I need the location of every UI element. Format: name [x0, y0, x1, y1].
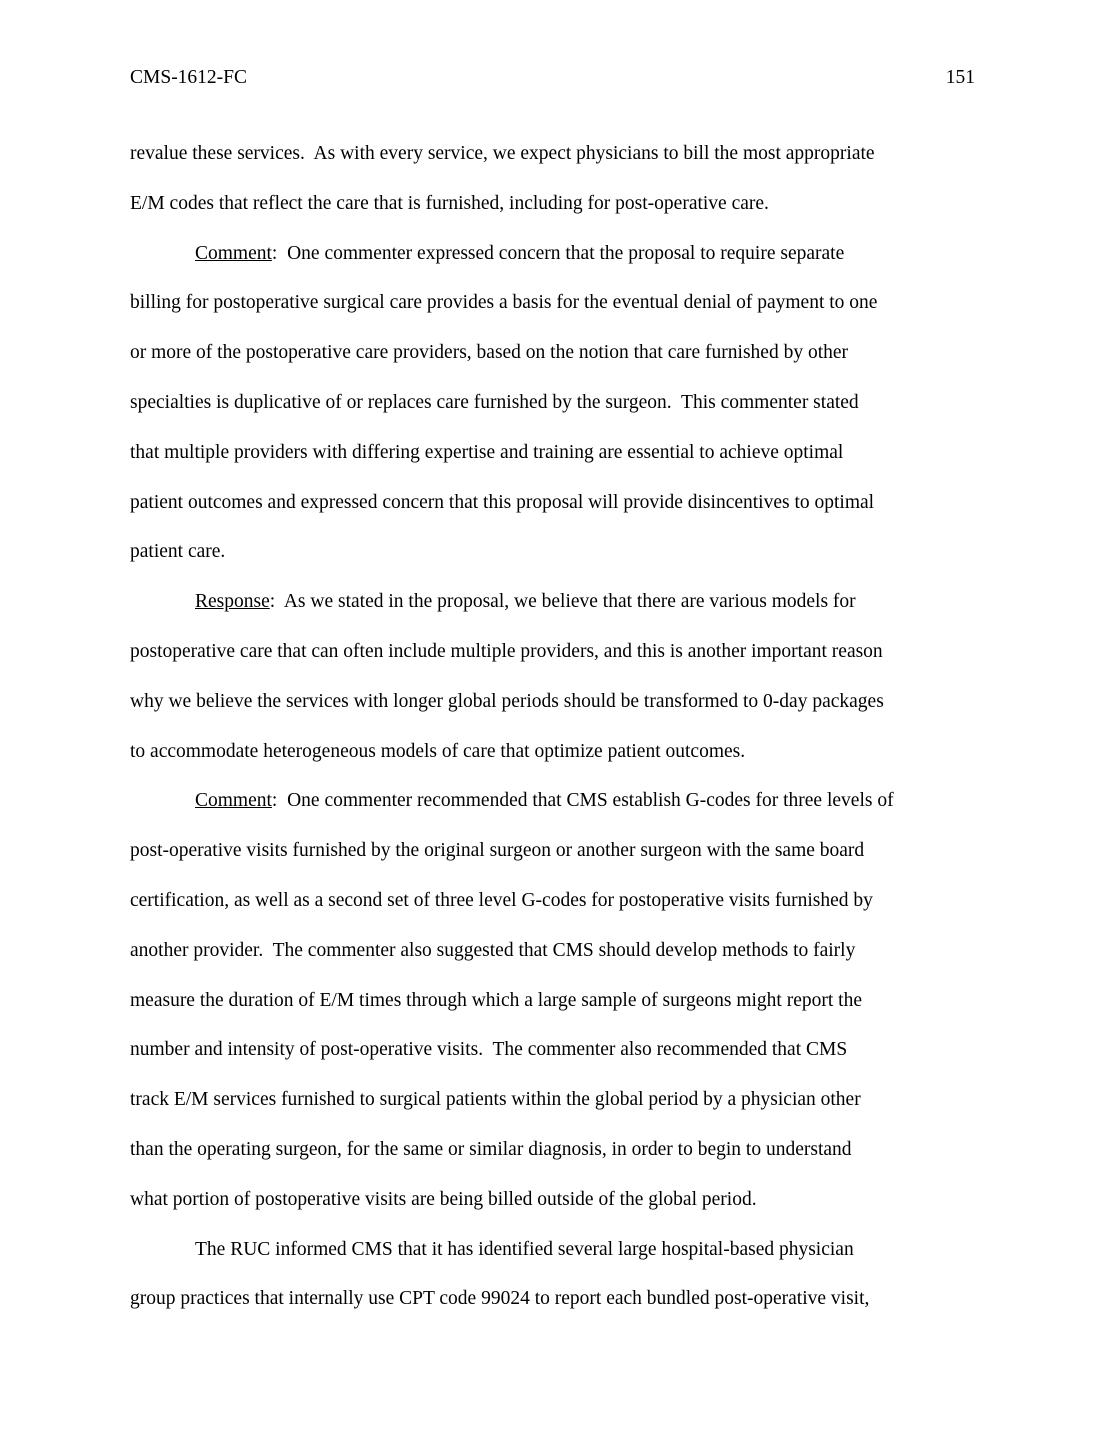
line-text: another provider. The commenter also suggested that CMS should develop methods to fairly	[130, 939, 856, 961]
text-line	[130, 926, 975, 976]
text-line	[130, 1274, 975, 1324]
line-text: : One commenter expressed concern that the proposal to require separate	[271, 242, 845, 264]
line-text: that multiple providers with differing expertise and training are essential to achieve optimal	[130, 441, 844, 463]
line-text: billing for postoperative surgical care provides a basis for the eventual denial of payment to one	[130, 292, 878, 314]
line-text: number and intensity of post-operative visits. The commenter also recommended that CMS	[130, 1039, 848, 1061]
line-text: : As we stated in the proposal, we believe that there are various models for	[269, 591, 856, 613]
document-body	[130, 129, 975, 1324]
text-line	[130, 727, 975, 777]
text-line	[130, 229, 975, 279]
line-text: postoperative care that can often include multiple providers, and this is another important reason	[130, 640, 883, 662]
text-line	[130, 826, 975, 876]
line-text: than the operating surgeon, for the same or similar diagnosis, in order to begin to understand	[130, 1138, 852, 1160]
line-text: certification, as well as a second set of three level G-codes for postoperative visits furnished by	[130, 889, 873, 911]
text-line	[130, 1125, 975, 1175]
text-line	[130, 527, 975, 577]
line-text: specialties is duplicative of or replaces care furnished by the surgeon. This commenter stated	[130, 391, 859, 413]
line-text: track E/M services furnished to surgical patients within the global period by a physician other	[130, 1089, 861, 1111]
page-header-doc-id: CMS-1612-FC	[130, 67, 248, 88]
text-line	[130, 328, 975, 378]
section-label: Response	[195, 591, 270, 613]
text-line	[130, 627, 975, 677]
line-text: : One commenter recommended that CMS establish G-codes for three levels of	[271, 790, 894, 812]
text-line	[130, 876, 975, 926]
text-line	[130, 1175, 975, 1225]
text-line	[130, 577, 975, 627]
line-text: to accommodate heterogeneous models of care that optimize patient outcomes.	[130, 740, 746, 762]
line-text: E/M codes that reflect the care that is furnished, including for post-operative care.	[130, 192, 769, 214]
line-text: The RUC informed CMS that it has identified several large hospital-based physician	[195, 1238, 854, 1260]
page-number: 151	[945, 67, 975, 88]
text-line	[130, 1025, 975, 1075]
line-text: group practices that internally use CPT code 99024 to report each bundled post-operative visit,	[130, 1288, 870, 1310]
text-line	[130, 129, 975, 179]
section-label: Comment	[195, 242, 272, 264]
line-text: patient outcomes and expressed concern that this proposal will provide disincentives to optimal	[130, 491, 875, 513]
text-line	[130, 179, 975, 229]
text-line	[130, 976, 975, 1026]
line-text: or more of the postoperative care providers, based on the notion that care furnished by other	[130, 342, 849, 364]
line-text: why we believe the services with longer global periods should be transformed to 0-day packages	[130, 690, 884, 712]
line-text: revalue these services. As with every service, we expect physicians to bill the most appropriate	[130, 143, 875, 164]
text-line	[130, 677, 975, 727]
text-line	[130, 428, 975, 478]
line-text: patient care.	[130, 541, 226, 563]
text-line	[130, 1075, 975, 1125]
section-label: Comment	[195, 790, 272, 812]
text-line	[130, 478, 975, 528]
text-line	[130, 776, 975, 826]
line-text: post-operative visits furnished by the original surgeon or another surgeon with the same board	[130, 840, 865, 862]
text-line	[130, 278, 975, 328]
line-text: measure the duration of E/M times through which a large sample of surgeons might report the	[130, 989, 862, 1011]
text-line	[130, 378, 975, 428]
line-text: what portion of postoperative visits are being billed outside of the global period.	[130, 1188, 757, 1210]
text-line	[130, 1225, 975, 1275]
